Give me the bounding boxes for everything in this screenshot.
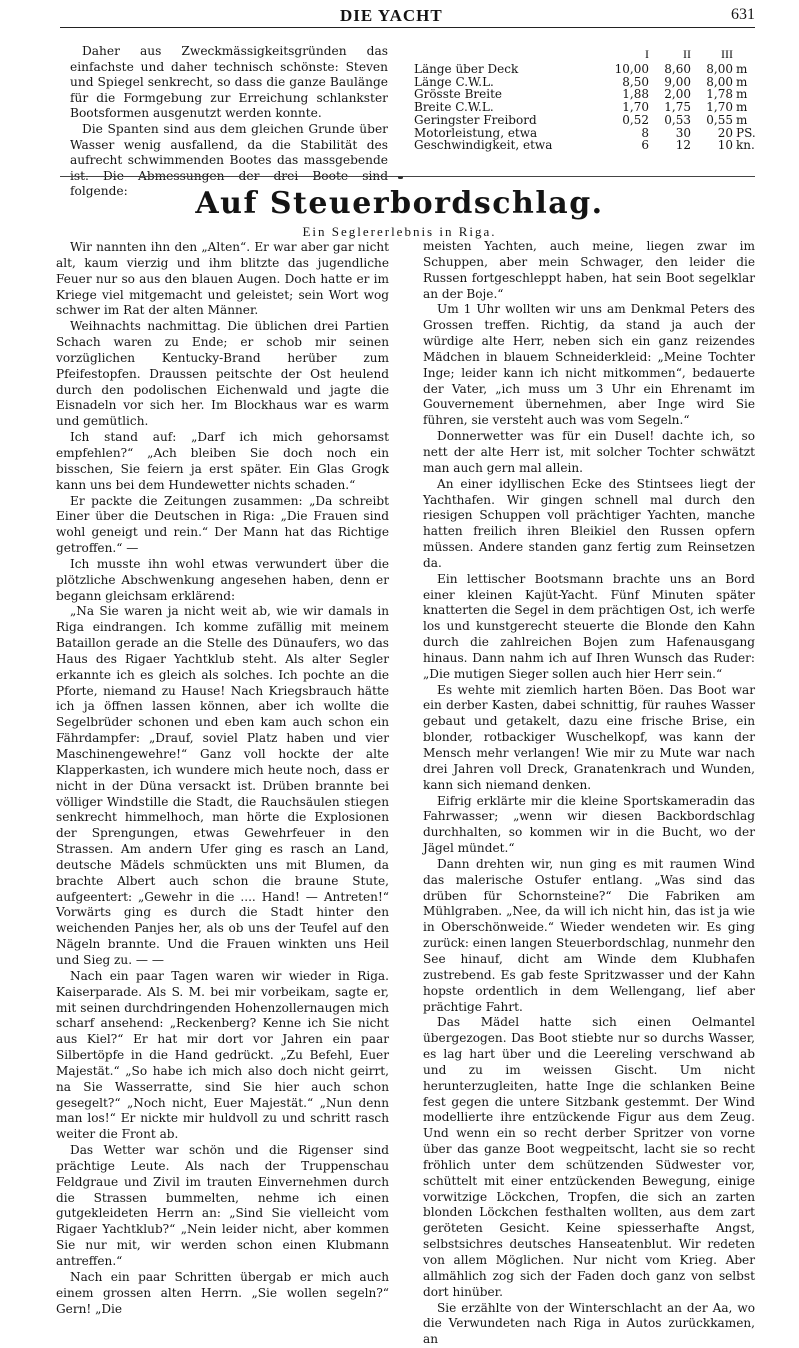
row-label: Motorleistung, etwa (414, 125, 538, 140)
dimensions-table (414, 45, 764, 152)
paragraph: Das Wetter war schön und die Rigenser sind prächtige Leute. Als nach der Truppenschau Feldgraue und Zivil im trauten Einvernehmen durch die Strassen bummelten, nehme ich einen gutgekleideten Herrn an: „Sind Sie vielleicht vom Rigaer Yachtklub?“ „Nein leider nicht, aber kommen Sie nur mit, wir werden schon einen Klubmann antreffen.“ (56, 1143, 389, 1268)
value-i: 8 (641, 125, 649, 140)
value-ii: 1,75 (664, 100, 691, 115)
paragraph: meisten Yachten, auch meine, liegen zwar im Schuppen, aber mein Schwager, den leider die Russen fortgeschleppt haben, hat sein Boot segelklar an der Boje.“ (423, 239, 755, 301)
table-row (414, 101, 764, 114)
row-label: Grösste Breite (414, 87, 503, 102)
unit: m (736, 100, 748, 115)
paragraph: „Na Sie waren ja nicht weit ab, wie wir damals in Riga eindrangen. Ich komme zufällig mit meinem Bataillon gerade an die Stelle des Dünaufers, wo das Haus des Rigaer Yachtklub steht. Als alter Segler erkannte ich es gleich als solches. Ich pochte an die Pforte, niemand zu Hause! Nach Kriegsbrauch hätte ich ja öffnen lassen können, aber ich wollte die Segelbrüder schonen und eben kam auch schon ein Fährdampfer: „Drauf, soviel Platz haben und vier Maschinengewehre!“ Ganz voll hockte der alte Klapperkasten, ich wundere mich heute noch, dass er nicht in der Düna versackt ist. Drüben brannte bei völliger Windstille die Stadt, die Rauchsäulen stiegen senkrecht himmelhoch, man hörte die Explosionen der Sprengungen, etwas Gewehrfeuer in den Strassen. Am andern Ufer ging es rasch an Land, deutsche Mädels schmückten uns mit Blumen, da brachte Albert auch schon die braune Stute, aufgeentert: „Gewehr in die .... Hand! — Antreten!“ Vorwärts ging es durch die Stadt hinter den weichenden Panjes her, als ob uns der Teufel auf den Nägeln brannte. Und die Frauen winkten uns Heil und Sieg zu. — — (56, 604, 389, 967)
unit: m (736, 112, 748, 127)
value-ii: 30 (675, 125, 691, 140)
paragraph: Er packte die Zeitungen zusammen: „Da schreibt Einer über die Deutschen in Riga: „Die Frauen sind wohl geneigt und rein.“ Der Mann hat das Richtige getroffen.“ — (56, 493, 389, 556)
value-iii: 1,78 (706, 87, 733, 102)
column-header-ii: II (683, 46, 691, 61)
row-label: Geringster Freibord (414, 112, 537, 127)
column-header-iii: III (721, 46, 733, 61)
paragraph: Um 1 Uhr wollten wir uns am Denkmal Peters des Grossen treffen. Richtig, da stand ja auch der würdige alte Herr, neben sich ein ganz reizendes Mädchen in blauem Schneiderkleid: „Meine Tochter Inge; leider kann ich nicht mitkommen“, bedauerte der Vater, „ich muss um 3 Uhr ein Ehrenamt im Gouvernement übernehmen, aber Inge wird Sie führen, sie versteht auch was vom Segeln.“ (423, 302, 755, 428)
value-iii: 8,00 (706, 74, 733, 89)
page-number: 631 (731, 6, 755, 23)
table-header-row (414, 45, 764, 63)
paragraph: An einer idyllischen Ecke des Stintsees liegt der Yachthafen. Wir gingen schnell mal durch den riesigen Schuppen voll prächtiger Yachten, manche hatten freilich ihren Bleikiel den Russen opfern müssen. Andere standen ganz fertig zum Reinsetzen da. (423, 476, 755, 570)
paragraph: Dann drehten wir, nun ging es mit raumen Wind das malerische Ostufer entlang. „Was sind das drüben für Schornsteine?“ Die Fabriken am Mühlgraben. „Nee, da will ich nicht hin, das ist ja wie in Oberschönweide.“ Wieder wendeten wir. Es ging zurück: einen langen Steuerbordschlag, nunmehr den See hinauf, dicht am Winde dem Klubhafen zustrebend. Es gab feste Spritzwasser und der Kahn hopste ordentlich in dem Wellengang, lief aber prächtige Fahrt. (423, 856, 755, 1014)
table-row (414, 139, 764, 152)
article-title: Auf Steuerbordschlag. (195, 186, 604, 221)
intro-paragraph-1: Daher aus Zweckmässigkeitsgründen das einfachste und daher technisch schönste: Steven und Spiegel senkrecht, so dass die ganze Baulänge für die Formgebung zur Erreichung schlankster Bootsformen ausgenutzt werden konnte. (70, 44, 388, 121)
row-label: Länge über Deck (414, 62, 519, 76)
row-label: Geschwindigkeit, etwa (414, 138, 553, 153)
value-iii: 8,00 (706, 62, 733, 76)
value-i: 6 (641, 138, 649, 153)
intro-paragraph-2: Die Spanten sind aus dem gleichen Grunde über Wasser wenig ausfallend, da die Stabilität des aufrecht schwimmenden Bootes das massgebende ist. Die Abmessungen der drei Boote sind folgende: (70, 121, 388, 199)
unit: m (736, 74, 748, 89)
value-ii: 0,53 (664, 112, 691, 127)
row-label: Länge C.W.L. (414, 74, 494, 89)
paragraph: Weihnachts nachmittag. Die üblichen drei Partien Schach waren zu Ende; er schob mir seinen vorzüglichen Kentucky-Brand herüber zum Pfeifestopfen. Draussen peitschte der Ost heulend durch den podolischen Eichenwald und jagte die Eisnadeln vor sich her. Im Blockhaus war es warm und gemütlich. (56, 319, 389, 429)
value-iii: 0,55 (706, 112, 733, 127)
value-i: 10,00 (614, 62, 649, 76)
paragraph: Es wehte mit ziemlich harten Böen. Das Boot war ein derber Kasten, dabei schnittig, für rauhes Wasser gebaut und getakelt, dazu eine frische Brise, ein blonder, rotbackiger Wuschelkopf, was kann der Mensch mehr verlangen! Wie mir zu Mute war nach drei Jahren voll Dreck, Granatenkrach und Wunden, kann sich niemand denken. (423, 682, 755, 792)
paragraph: Eifrig erklärte mir die kleine Sportskameradin das Fahrwasser; „wenn wir diesen Backbordschlag durchhalten, so kommen wir in die Bucht, wo der Jägel mündet.“ (423, 793, 755, 856)
value-ii: 9,00 (664, 74, 691, 89)
column-header-i: I (645, 46, 649, 61)
section-divider (60, 176, 755, 177)
unit: kn. (736, 138, 755, 153)
value-ii: 8,60 (664, 62, 691, 76)
paragraph: Ich stand auf: „Darf ich mich gehorsamst empfehlen?“ „Ach bleiben Sie doch noch ein bisschen, Sie feiern ja erst später. Ein Glas Grogk kann uns bei dem Hundewetter nichts schaden.“ (56, 430, 389, 492)
paragraph: Nach ein paar Tagen waren wir wieder in Riga. Kaiserparade. Als S. M. bei mir vorbeikam, sagte er, mit seinen durchdringenden Hohenzollernaugen mich scharf ansehend: „Reckenberg? Kenne ich Sie nicht aus Kiel?“ Er hat mir dort vor Jahren ein paar Silbertöpfe in die Hand gedrückt. „Zu Befehl, Euer Majestät.“ „So habe ich mich also doch nicht geirrt, na Sie Wasserratte, sind Sie hier auch schon gesegelt?“ „Noch nicht, Euer Majestät.“ „Nun denn man los!“ Er nickte mir huldvoll zu und schritt rasch weiter die Front ab. (56, 968, 389, 1142)
unit: PS. (736, 125, 756, 140)
divider-ornament (398, 176, 403, 179)
table-row (414, 63, 764, 76)
running-head (0, 6, 799, 26)
paragraph: Ich musste ihn wohl etwas verwundert über die plötzliche Abschwenkung angesehen haben, denn er begann gleichsam erklärend: (56, 556, 389, 603)
value-i: 8,50 (622, 74, 649, 89)
paragraph: Donnerwetter was für ein Dusel! dachte ich, so nett der alte Herr ist, mit solcher Tochter schwätzt man auch gern mal allein. (423, 429, 755, 475)
value-iii: 1,70 (706, 100, 733, 115)
header-rule (60, 27, 755, 28)
paragraph: Nach ein paar Schritten übergab er mich auch einem grossen alten Herrn. „Sie wollen segeln?“ Gern! „Die (56, 1269, 389, 1316)
row-label: Breite C.W.L. (414, 100, 494, 115)
value-i: 1,70 (622, 100, 649, 115)
article-subtitle: Ein Seglererlebnis in Riga. (302, 224, 497, 239)
article-column-left (56, 240, 389, 1317)
article-column-right (423, 239, 755, 1348)
paragraph: Wir nannten ihn den „Alten“. Er war aber gar nicht alt, kaum vierzig und ihm blitzte das jugendliche Feuer nur so aus den blauen Augen. Doch hatte er im Kriege viel mitgemacht und geleistet; sein Wort wog schwer im Rat der alten Männer. (56, 240, 389, 318)
value-i: 0,52 (622, 112, 649, 127)
value-iii: 10 (717, 138, 733, 153)
value-i: 1,88 (622, 87, 649, 102)
value-iii: 20 (717, 125, 733, 140)
paragraph: Ein lettischer Bootsmann brachte uns an Bord einer kleinen Kajüt-Yacht. Fünf Minuten später knatterten die Segel in dem prächtigen Ost, ich werfe los und kunstgerecht steuerte die Blonde den Kahn durch die zahlreichen Bojen zum Hafenausgang hinaus. Dann nahm ich auf Ihren Wunsch das Ruder: „Die mutigen Sieger sollen auch hier Herr sein.“ (423, 571, 755, 681)
unit: m (736, 62, 748, 76)
value-ii: 2,00 (664, 87, 691, 102)
unit: m (736, 87, 748, 102)
journal-name: DIE YACHT (340, 6, 443, 25)
table-row (414, 114, 764, 127)
value-ii: 12 (675, 138, 691, 153)
paragraph: Sie erzählte von der Winterschlacht an der Aa, wo die Verwundeten nach Riga in Autos zurückkamen, an (423, 1300, 755, 1347)
paragraph: Das Mädel hatte sich einen Oelmantel übergezogen. Das Boot stiebte nur so durchs Wasser, es lag hart über und die Leereling verschwand ab und zu im weissen Gischt. Um nicht herunterzugleiten, hatte Inge die schlanken Beine fest gegen die untere Sitzbank gestemmt. Der Wind modellierte ihre entzückende Figur aus dem Zeug. Und wenn ein so recht derber Spritzer von vorne über das ganze Boot wegpeitscht, lacht sie so recht fröhlich unter dem schützenden Südwester vor, schüttelt mit einer entzückenden Bewegung, einige vorwitzige Löckchen, Tropfen, die sich an zarten blonden Löckchen festhalten wollten, aus dem zart geröteten Gesicht. Keine spiesserhafte Angst, selbstsichres deutsches Hanseatenblut. Wir redeten von allem Möglichen. Nur nicht vom Krieg. Aber allmählich zog sich der Faden doch ganz von selbst dort hinüber. (423, 1015, 755, 1299)
